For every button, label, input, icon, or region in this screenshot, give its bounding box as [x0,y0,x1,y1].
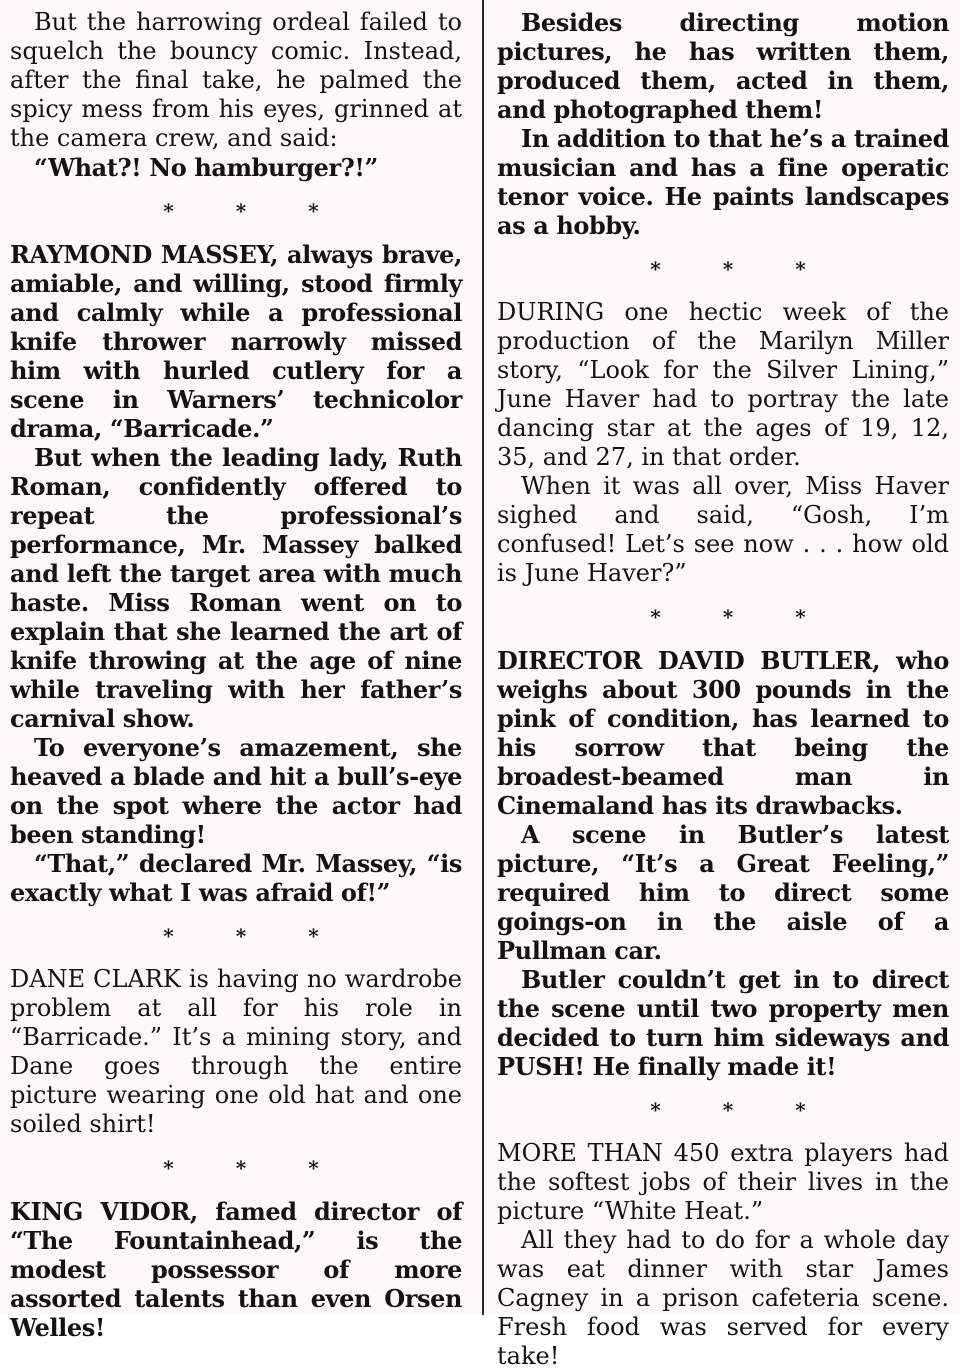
section-separator [10,907,462,965]
star-icon: * [308,1156,319,1180]
section-separator [497,588,949,646]
item-lead: DIRECTOR DAVID BUTLER, [497,646,881,675]
paragraph: In addition to that he’s a trained musician and has a fine operatic tenor voice. He paints landscapes as a hobby. [497,124,949,240]
paragraph: When it was all over, Miss Haver sighed and said, “Gosh, I’m confused! Let’s see now . . . how old is June Haver?” [497,472,949,587]
star-icon: * [308,924,319,948]
star-icon: * [650,257,661,281]
section-separator [10,1139,462,1197]
section-separator [497,1081,949,1139]
star-icon: * [235,1156,247,1180]
star-icon: * [650,605,661,629]
paragraph: All they had to do for a whole day was eat dinner with star James Cagney in a prison cafeteria scene. Fresh food was served for every take! [497,1226,949,1370]
section-separator [497,240,949,298]
star-icon: * [795,1098,806,1122]
item-clark: DANE CLARK is having no wardrobe problem at all for his role in “Barricade.” It’s a mining story, and Dane goes through the entire picture wearing one old hat and one soiled shirt! [10,965,462,1138]
star-icon: * [308,199,319,223]
item-vidor [10,1197,462,1342]
paragraph: “That,” declared Mr. Massey, “is exactly what I was afraid of!” [10,849,462,907]
quote-paragraph: “What?! No hamburger?!” [34,153,378,182]
right-column [497,8,949,1371]
paragraph: But when the leading lady, Ruth Roman, confidently offered to repeat the professional’s performance, Mr. Massey balked and left the target area with much haste. Miss Roman went on to explain that she learned the art of knife throwing at the age of nine while traveling with her father’s carnival show. [10,443,462,733]
star-icon: * [163,199,174,223]
star-icon: * [163,1156,174,1180]
paragraph: Butler couldn’t get in to direct the scene until two property men decided to turn him sideways and PUSH! He finally made it! [497,965,949,1081]
star-icon: * [235,924,247,948]
star-icon: * [795,605,806,629]
star-icon: * [722,257,734,281]
star-icon: * [163,924,174,948]
left-column [10,8,462,1342]
paragraph: Besides directing motion pictures, he has written them, produced them, acted in them, and photographed them! [497,8,949,124]
item-white-heat: MORE THAN 450 extra players had the softest jobs of their lives in the picture “White Heat.” [497,1139,949,1225]
star-icon: * [722,605,734,629]
section-separator [10,182,462,240]
item-text: famed director of “The Fountainhead,” is the modest possessor of more assorted talents than even Orsen Welles! [10,1197,463,1342]
item-text: always brave, amiable, and willing, stood firmly and calmly while a professional knife thrower narrowly missed him with hurled cutlery for a scene in Warners’ technicolor drama, “Barricade.” [10,240,462,443]
item-lead: KING VIDOR, [10,1197,198,1226]
paragraph: A scene in Butler’s latest picture, “It’s a Great Feeling,” required him to direct some goings-on in the aisle of a Pullman car. [497,820,949,965]
item-haver: DURING one hectic week of the production of the Marilyn Miller story, “Look for the Silver Lining,” June Haver had to portray the late dancing star at the ages of 19, 12, 35, and 27, in that order. [497,298,949,471]
star-icon: * [722,1098,734,1122]
star-icon: * [650,1098,661,1122]
item-massey [10,240,462,443]
item-lead: RAYMOND MASSEY, [10,240,279,269]
paragraph: To everyone’s amazement, she heaved a blade and hit a bull’s-eye on the spot where the actor had been standing! [10,733,462,849]
column-divider [482,0,484,1315]
star-icon: * [235,199,247,223]
item-text: who weighs about 300 pounds in the pink of condition, has learned to his sorrow that being the broadest-beamed man in Cinemaland has its drawbacks. [497,646,949,820]
paragraph: But the harrowing ordeal failed to squelch the bouncy comic. Instead, after the final take, he palmed the spicy mess from his eyes, grinned at the camera crew, and said: [10,8,462,152]
item-butler [497,646,949,820]
star-icon: * [795,257,806,281]
